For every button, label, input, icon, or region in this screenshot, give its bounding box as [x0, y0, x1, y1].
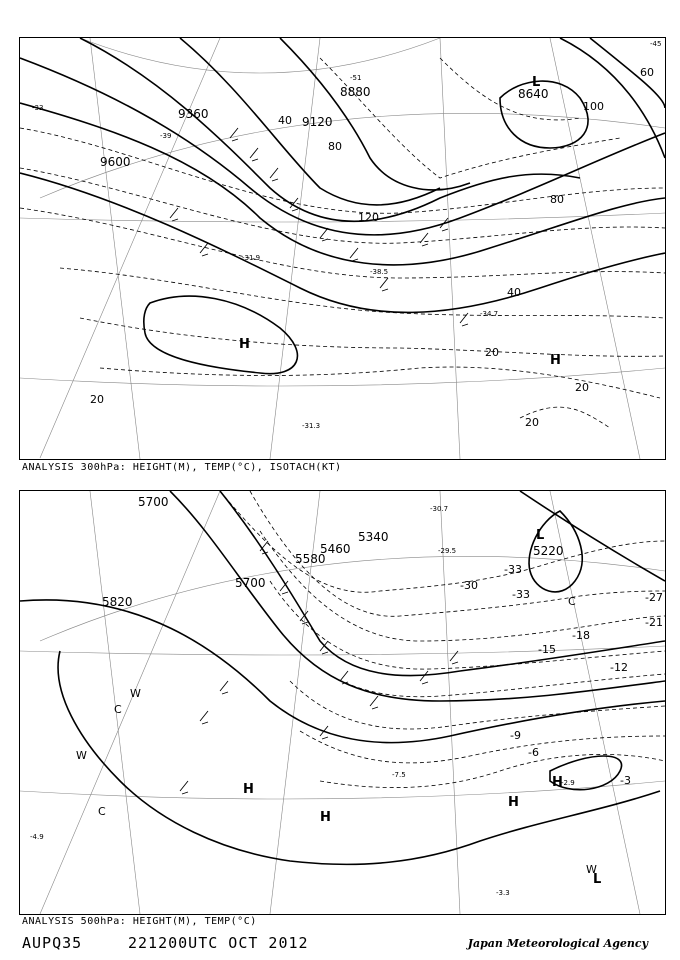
temp-label: -15 — [538, 643, 556, 656]
temp-label: -12 — [610, 661, 628, 674]
isotach-label: 40 — [278, 114, 292, 127]
isotach-label: 20 — [525, 416, 539, 429]
isotach-label: 20 — [90, 393, 104, 406]
station-value: -30.7 — [430, 505, 449, 513]
temp-label: -21 — [645, 616, 663, 629]
height-label-9120: 9120 — [302, 115, 333, 129]
isotach-label: 60 — [640, 66, 654, 79]
high-center: H — [552, 775, 563, 790]
map-300hpa — [19, 37, 666, 460]
temp-label: -27 — [645, 591, 663, 604]
high-center: H — [239, 337, 250, 352]
product-code: AUPQ35 — [22, 934, 83, 952]
temp-label: -33 — [504, 563, 522, 576]
isotach-label: 100 — [583, 100, 604, 113]
height-label-5580: 5580 — [295, 552, 326, 566]
low-center: L — [593, 872, 602, 887]
height-label-9360: 9360 — [178, 107, 209, 121]
isotach-label: 80 — [550, 193, 564, 206]
map-500hpa — [19, 490, 666, 915]
station-value: -4.9 — [30, 833, 44, 841]
top-panel-caption: ANALYSIS 300hPa: HEIGHT(M), TEMP(°C), ISOTACH(KT) — [22, 462, 342, 473]
agency-name: Japan Meteorological Agency — [467, 937, 648, 950]
height-label-5820: 5820 — [102, 595, 133, 609]
station-value: -3.3 — [496, 889, 510, 897]
temp-value: -33 — [32, 104, 44, 112]
high-center: H — [243, 782, 254, 797]
warm-marker: W — [130, 687, 141, 700]
bottom-panel-caption: ANALYSIS 500hPa: HEIGHT(M), TEMP(°C) — [22, 916, 257, 927]
isotach-label: 20 — [485, 346, 499, 359]
temp-value: -34.7 — [480, 310, 499, 318]
temp-value: -31.9 — [242, 254, 261, 262]
temp-label: -30 — [460, 579, 478, 592]
station-value: -7.5 — [392, 771, 406, 779]
isotach-label: 20 — [575, 381, 589, 394]
isotach-label: 40 — [507, 286, 521, 299]
isotach-label: 80 — [328, 140, 342, 153]
temp-label: -9 — [510, 729, 521, 742]
temp-label: -6 — [528, 746, 539, 759]
height-label-8880: 8880 — [340, 85, 371, 99]
height-label-5700: 5700 — [138, 495, 169, 509]
temp-value: -31.3 — [302, 422, 321, 430]
cold-marker: C — [568, 595, 576, 608]
height-label-5700: 5700 — [235, 576, 266, 590]
station-value: -29.5 — [438, 547, 457, 555]
low-center: L — [536, 528, 545, 543]
high-center: H — [508, 795, 519, 810]
warm-marker: W — [76, 749, 87, 762]
temp-label: -18 — [572, 629, 590, 642]
valid-time: 221200UTC OCT 2012 — [128, 934, 309, 952]
temp-label: -33 — [512, 588, 530, 601]
temp-value: -38.5 — [370, 268, 389, 276]
temp-label: -3 — [620, 774, 631, 787]
height-label-9600: 9600 — [100, 155, 131, 169]
height-label-5340: 5340 — [358, 530, 389, 544]
cold-marker: C — [114, 703, 122, 716]
height-label-8640: 8640 — [518, 87, 549, 101]
temperature-isotherms — [20, 58, 665, 428]
height-label-5460: 5460 — [320, 542, 351, 556]
isotach-label: 120 — [358, 211, 379, 224]
cold-marker: C — [98, 805, 106, 818]
low-center: L — [532, 75, 541, 90]
warm-marker: W — [586, 863, 597, 876]
height-label-5220: 5220 — [533, 544, 564, 558]
high-center: H — [320, 810, 331, 825]
high-center: H — [550, 353, 561, 368]
station-value: -2.9 — [561, 779, 575, 787]
temp-value: -45 — [650, 40, 662, 48]
temp-value: -51 — [350, 74, 362, 82]
temp-value: -39 — [160, 132, 172, 140]
